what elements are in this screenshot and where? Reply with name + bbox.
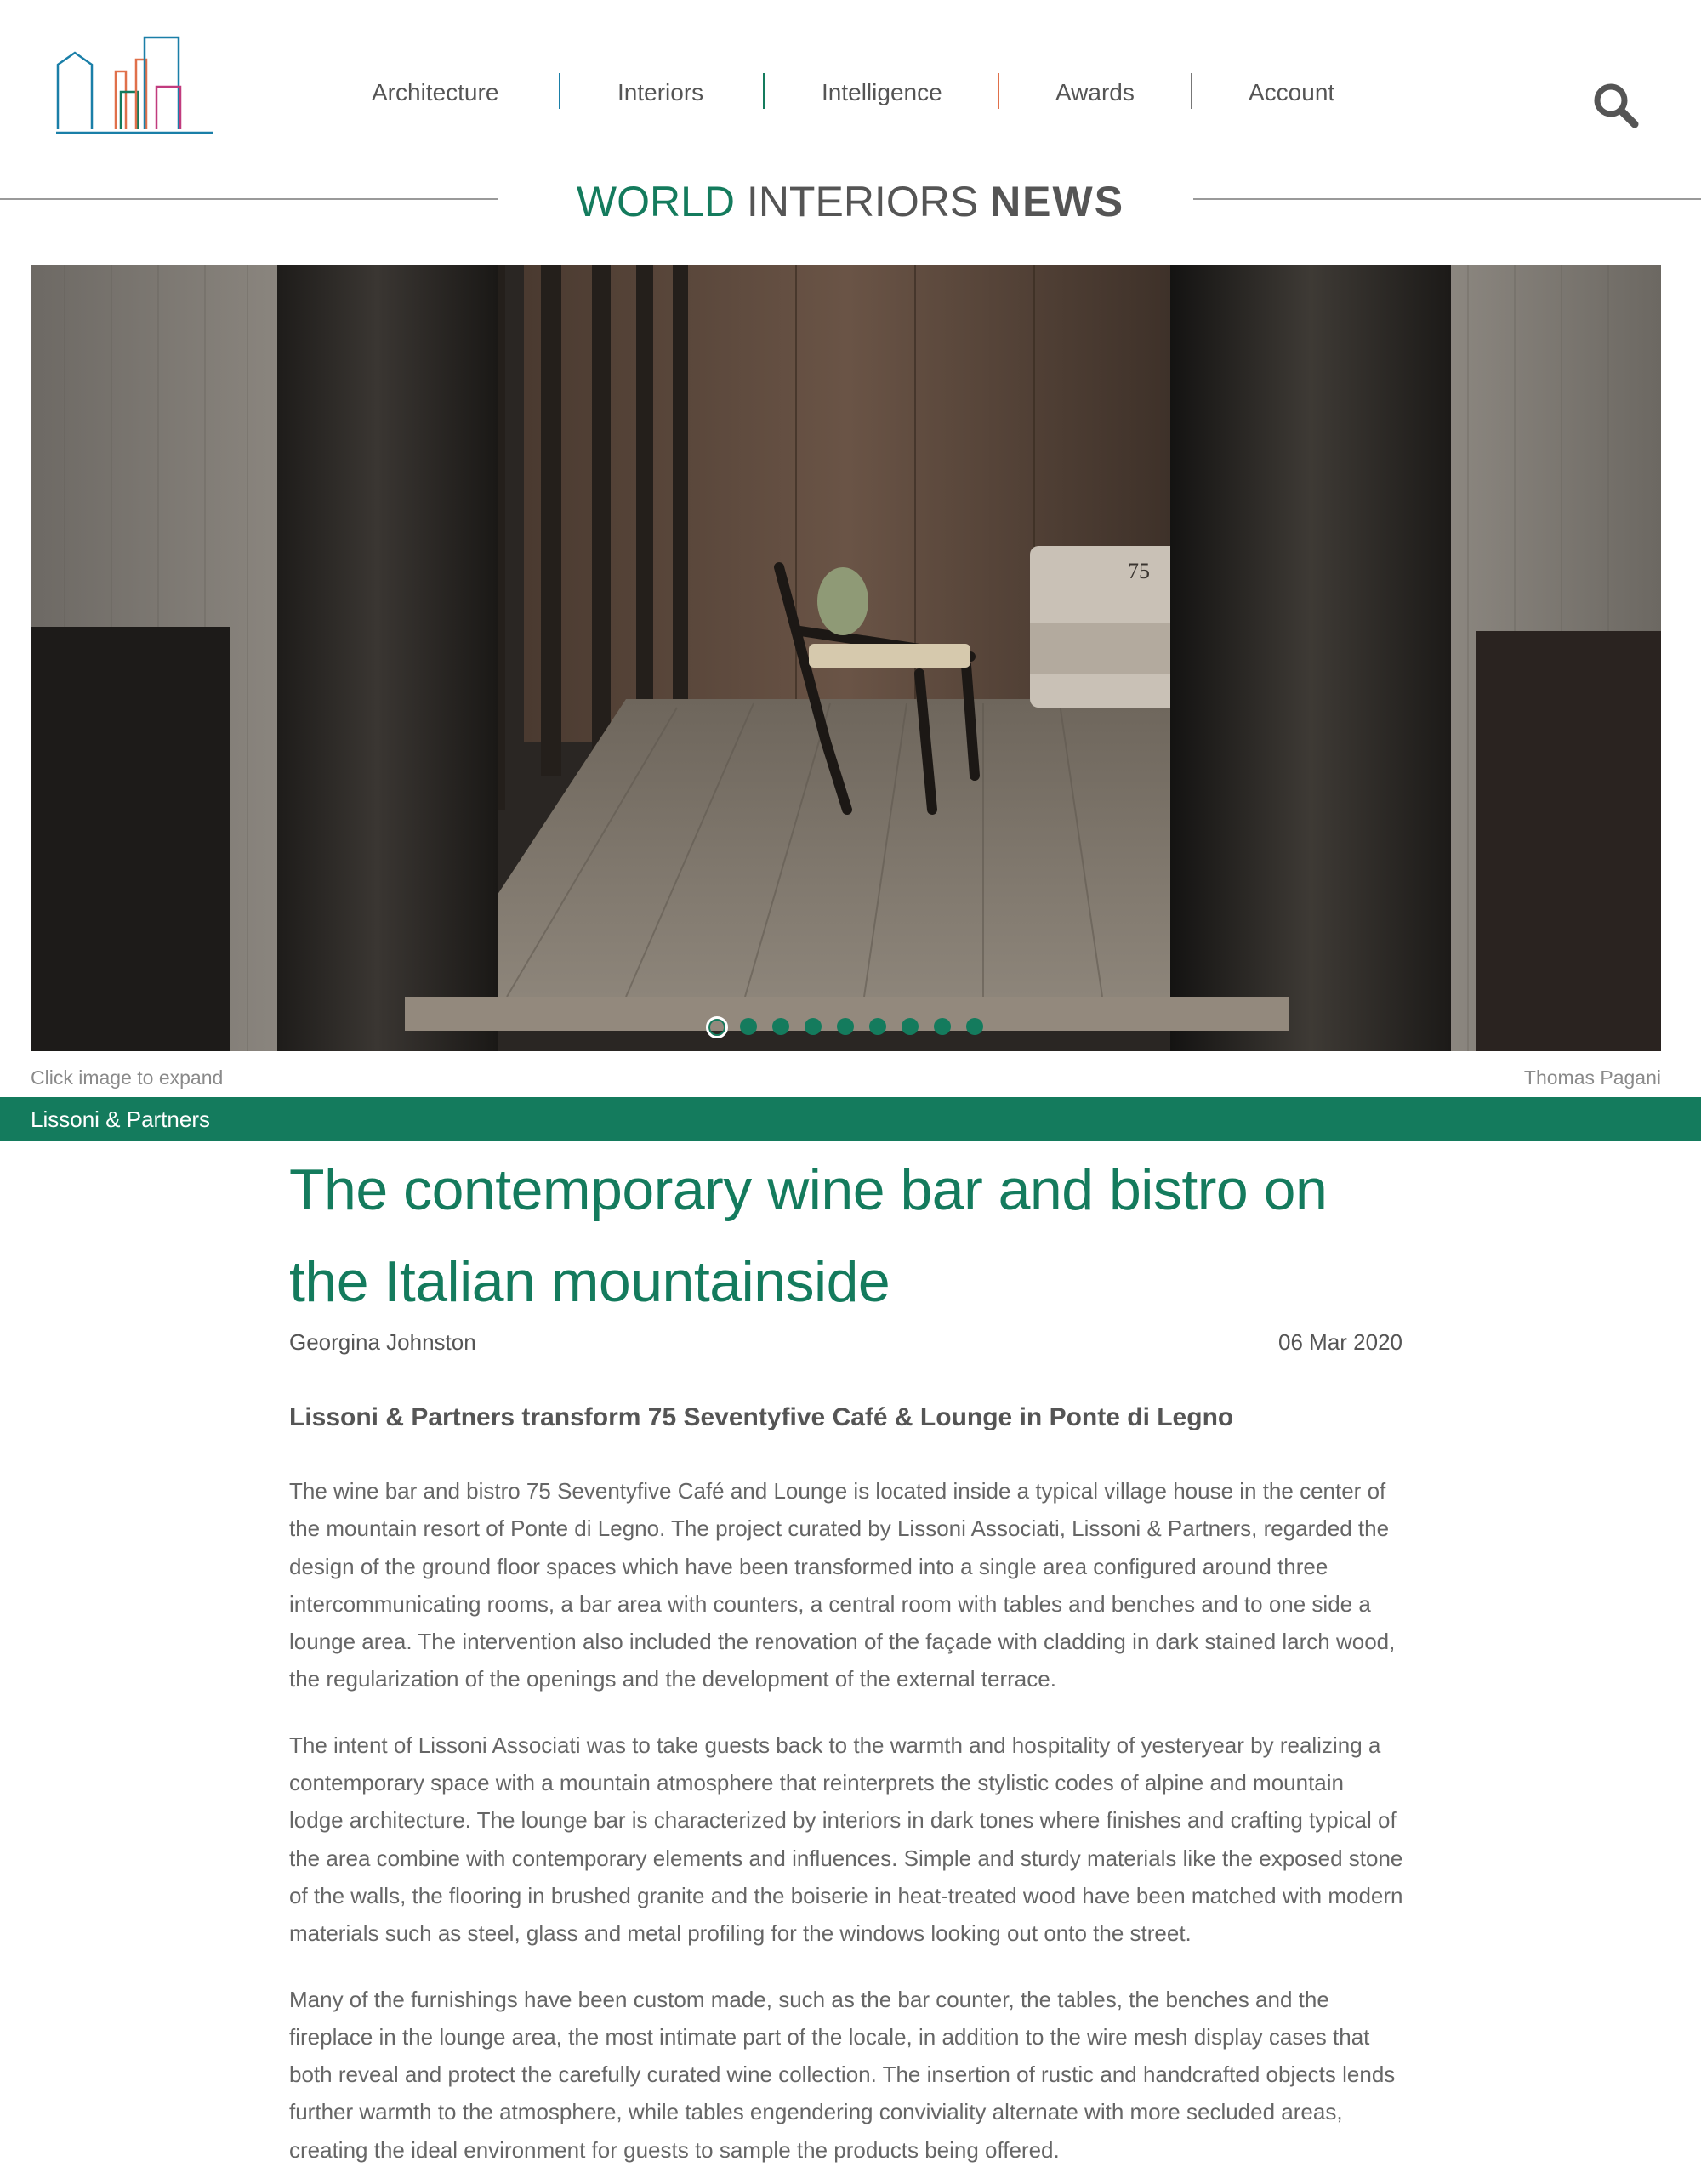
- gallery-dot-active[interactable]: [706, 1016, 728, 1038]
- gallery-pagination: [0, 1014, 1701, 1038]
- nav-separator: [998, 73, 999, 109]
- gallery-dot[interactable]: [740, 1018, 757, 1035]
- category-link[interactable]: Lissoni & Partners: [31, 1106, 210, 1132]
- photo-credit: Thomas Pagani: [1523, 1066, 1661, 1089]
- expand-hint: Click image to expand: [31, 1066, 224, 1089]
- gallery-dot[interactable]: [837, 1018, 854, 1035]
- article: [289, 1144, 1403, 2169]
- nav-item-architecture[interactable]: Architecture: [372, 79, 499, 105]
- nav-item-account[interactable]: Account: [1249, 79, 1335, 105]
- search-icon[interactable]: [1592, 82, 1640, 129]
- gallery-dot[interactable]: [934, 1018, 951, 1035]
- svg-text:75: 75: [1128, 559, 1150, 583]
- gallery-dot[interactable]: [772, 1018, 789, 1035]
- article-paragraph: The intent of Lissoni Associati was to take guests back to the warmth and hospitality of yesteryear by realizing a contemporary space with a mountain atmosphere that reinterprets the stylistic codes of alpine and mountain lodge architecture. The lounge bar is characterized by interiors in dark tones where finishes and crafting typical of the area combine with contemporary elements and influences. Simple and sturdy materials like the exposed stone of the walls, the flooring in brushed granite and the boiserie in heat-treated wood have been matched with modern materials such as steel, glass and metal profiling for the windows looking out onto the street.: [289, 1732, 1403, 1947]
- category-bar: [0, 1097, 1701, 1141]
- site-header: [0, 0, 1701, 179]
- brand-divider-right: [1193, 198, 1701, 200]
- nav-item-awards[interactable]: Awards: [1055, 79, 1135, 105]
- article-body: [289, 1472, 1403, 2169]
- article-author[interactable]: Georgina Johnston: [289, 1329, 476, 1355]
- wordmark-interiors: INTERIORS: [746, 178, 979, 225]
- wordmark-news: NEWS: [990, 178, 1125, 225]
- gallery-dot[interactable]: [966, 1018, 983, 1035]
- article-title: The contemporary wine bar and bistro on the Italian mountainside: [289, 1157, 1328, 1314]
- main-nav: [0, 73, 1701, 112]
- article-paragraph: Many of the furnishings have been custom made, such as the bar counter, the tables, the benches and the fireplace in the lounge area, the most intimate part of the locale, in addition to the wire mesh display cases that both reveal and protect the carefully curated wine collection. The insertion of rustic and handcrafted objects lends further warmth to the atmosphere, while tables engendering conviviality alternate with more secluded areas, creating the ideal environment for guests to sample the products being offered.: [289, 1986, 1396, 2163]
- article-meta: [289, 1329, 1403, 1367]
- gallery-dot[interactable]: [869, 1018, 886, 1035]
- nav-separator: [1191, 73, 1192, 109]
- article-subtitle: Lissoni & Partners transform 75 Seventyfive Café & Lounge in Ponte di Legno: [289, 1403, 1234, 1431]
- site-wordmark[interactable]: [0, 175, 1701, 228]
- wordmark-world: WORLD: [576, 178, 736, 225]
- gallery-dot[interactable]: [805, 1018, 822, 1035]
- nav-separator: [559, 73, 560, 109]
- hero-image[interactable]: [31, 265, 1661, 1051]
- article-paragraph: The wine bar and bistro 75 Seventyfive Café and Lounge is located inside a typical village house in the center of the mountain resort of Ponte di Legno. The project curated by Lissoni Associati, Lissoni & Partners, regarded the design of the ground floor spaces which have been transformed into a single area configured around three intercommunicating rooms, a bar area with counters, a central room with tables and benches and to one side a lounge area. The intervention also included the renovation of the façade with cladding in dark stained larch wood, the regularization of the openings and the development of the external terrace.: [289, 1478, 1396, 1692]
- gallery-dot[interactable]: [902, 1018, 919, 1035]
- article-date: 06 Mar 2020: [1278, 1329, 1402, 1355]
- brand-row: [0, 175, 1701, 228]
- nav-item-intelligence[interactable]: Intelligence: [822, 79, 942, 105]
- nav-item-interiors[interactable]: Interiors: [617, 79, 704, 105]
- nav-separator: [763, 73, 765, 109]
